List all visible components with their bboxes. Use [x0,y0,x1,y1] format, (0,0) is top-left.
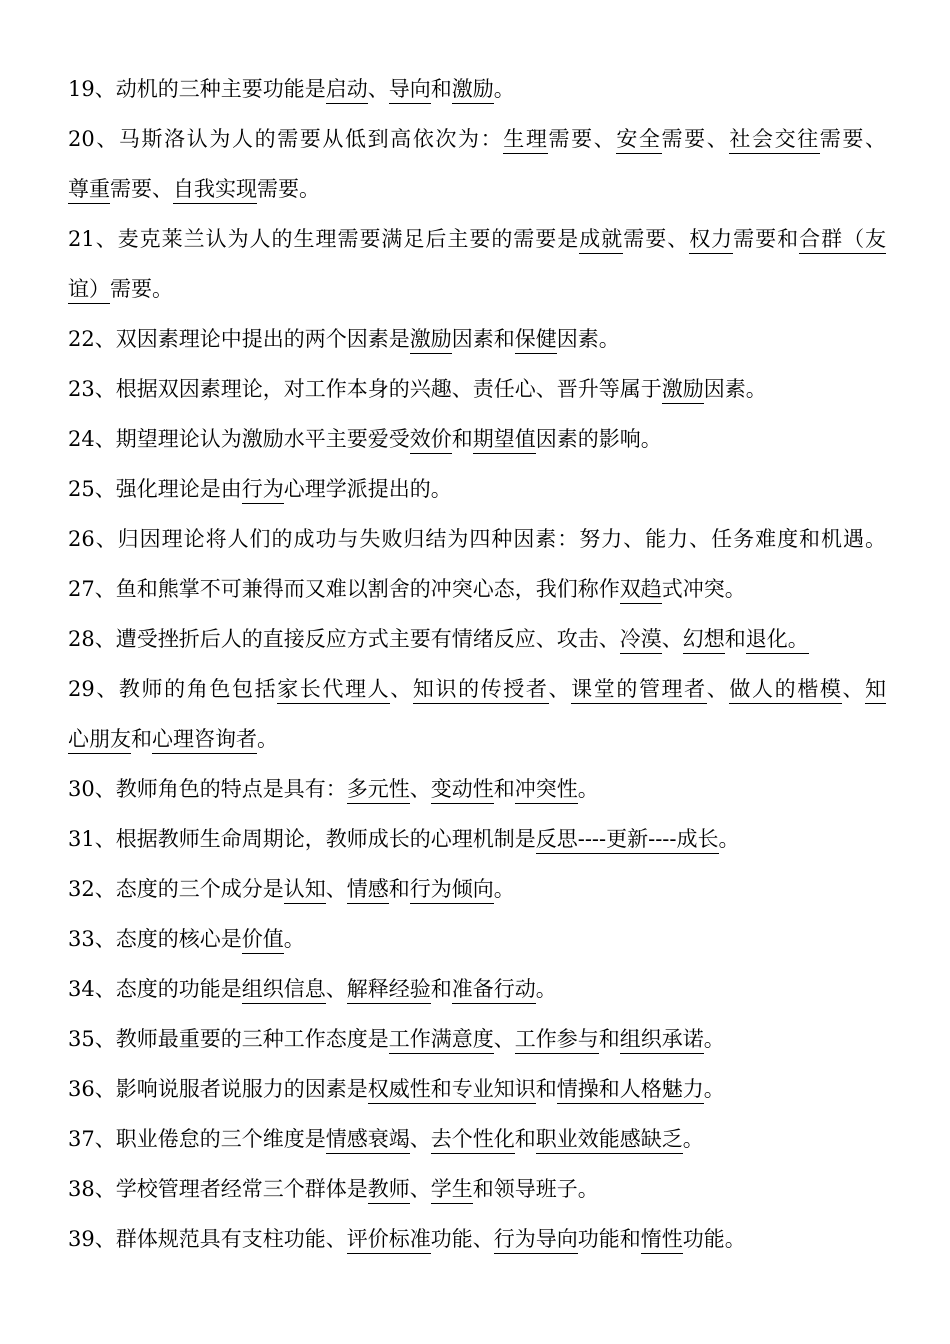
underlined-answer: 效价 [410,427,452,454]
text-segment: 和 [131,727,152,751]
text-segment: 需要、 [548,127,617,151]
text-segment: 38、学校管理者经常三个群体是 [68,1177,368,1201]
text-segment: 、 [325,977,347,1001]
underlined-answer: 课堂的管理者 [571,677,707,704]
underlined-answer: 启动 [326,77,368,104]
underlined-answer: 权力 [689,227,733,254]
underlined-answer: 自我实现 [173,177,257,204]
text-line [68,764,886,814]
underlined-answer: 激励 [452,77,494,104]
text-segment: 和 [388,877,410,901]
text-segment: 30、教师角色的特点是具有： [68,777,347,801]
text-line [68,1014,886,1064]
underlined-answer: 变动性 [431,777,494,804]
underlined-answer: 评价标准 [347,1227,431,1254]
underlined-answer: 生理 [503,127,548,154]
text-segment: 、 [390,677,413,701]
text-line [68,514,886,564]
text-segment: 因素和 [451,327,515,351]
text-segment: 33、态度的核心是 [68,927,242,951]
underlined-answer: 成就 [579,227,623,254]
text-line [68,64,886,114]
text-segment: 和 [430,77,452,101]
underlined-answer: 家长代理人 [277,677,390,704]
underlined-answer: 行为倾向 [410,877,494,904]
text-segment: 。 [718,827,740,851]
underlined-answer: 去个性化 [431,1127,515,1154]
underlined-answer: 心理咨询者 [152,727,257,754]
text-segment: 。 [703,1027,725,1051]
text-segment: 因素。 [703,377,767,401]
text-segment: 心理学派提出的。 [283,477,452,501]
underlined-answer: 导向 [389,77,431,104]
question-list [68,64,886,1264]
underlined-answer: 做人的楷模 [729,677,842,704]
text-segment: 、 [409,777,431,801]
text-segment: 32、态度的三个成分是 [68,877,284,901]
text-segment: 、 [842,677,866,701]
underlined-answer: 职业效能感缺乏 [536,1127,683,1154]
text-segment: 。 [703,1077,725,1101]
underlined-answer: 保健 [515,327,557,354]
text-segment: 需要、 [819,127,886,151]
text-segment: 功能和 [577,1227,641,1251]
text-segment: 34、态度的功能是 [68,977,242,1001]
text-segment: 20、马斯洛认为人的需要从低到高依次为： [68,127,504,151]
text-segment: 31、根据教师生命周期论，教师成长的心理机制是 [68,827,536,851]
underlined-answer: 多元性 [347,777,410,804]
underlined-answer: 激励 [410,327,452,354]
underlined-answer: 安全 [616,127,661,154]
text-segment: 。 [535,977,557,1001]
text-line [68,1064,886,1114]
underlined-answer: 行为导向 [494,1227,578,1254]
text-line [68,1114,886,1164]
underlined-answer: 解释经验 [347,977,431,1004]
text-segment: 、 [367,77,389,101]
text-segment: 39、群体规范具有支柱功能、 [68,1227,347,1251]
text-segment: 。 [682,1127,704,1151]
underlined-answer: 组织承诺 [620,1027,704,1054]
text-segment: 24、期望理论认为激励水平主要爱受 [68,427,410,451]
text-segment: 需要。 [257,177,320,201]
text-line [68,714,886,764]
underlined-answer: 谊） [68,277,110,304]
underlined-answer: 合群（友 [799,227,886,254]
underlined-answer: 双趋 [620,577,662,604]
text-line [68,164,886,214]
text-segment: 需要。 [110,277,173,301]
underlined-answer: 行为 [242,477,284,504]
text-segment: 、 [409,1127,431,1151]
text-segment: 和 [535,1077,557,1101]
text-line [68,214,886,264]
underlined-answer: 惰性 [641,1227,683,1254]
text-segment: 和 [514,1127,536,1151]
text-segment: 需要、 [623,227,690,251]
underlined-answer: 尊重 [68,177,110,204]
underlined-answer: 反思----更新----成长 [536,827,719,854]
text-line [68,464,886,514]
text-segment: 和 [724,627,746,651]
text-segment: 。 [257,727,278,751]
text-segment: 。 [493,877,515,901]
text-segment: 22、双因素理论中提出的两个因素是 [68,327,410,351]
underlined-answer: 权威性和专业知识 [368,1077,536,1104]
text-segment: 29、教师的角色包括 [68,677,278,701]
text-line [68,114,886,164]
underlined-answer: 期望值 [473,427,536,454]
underlined-answer: 心朋友 [68,727,131,754]
underlined-answer: 社会交往 [729,127,819,154]
text-line [68,264,886,314]
underlined-answer: 教师 [368,1177,410,1204]
underlined-answer: 情感 [347,877,389,904]
text-segment: 19、动机的三种主要功能是 [68,77,326,101]
text-segment: 需要和 [733,227,800,251]
text-segment: 26、归因理论将人们的成功与失败归结为四种因素：努力、能力、任务难度和机遇。 [68,527,886,551]
underlined-answer: 幻想 [683,627,725,654]
underlined-answer: 冲突性 [515,777,578,804]
text-segment: 式冲突。 [661,577,746,601]
text-segment: 和 [493,777,515,801]
text-line [68,614,886,664]
text-segment: 和 [598,1027,620,1051]
underlined-answer: 认知 [284,877,326,904]
text-segment: 、 [661,627,683,651]
text-line [68,1214,886,1264]
underlined-answer: 激励 [662,377,704,404]
underlined-answer: 价值 [242,927,284,954]
underlined-answer: 冷漠 [620,627,662,654]
underlined-answer: 工作满意度 [389,1027,494,1054]
text-line [68,1164,886,1214]
text-line [68,814,886,864]
text-segment: 、 [548,677,572,701]
text-segment: 27、鱼和熊掌不可兼得而又难以割舍的冲突心态，我们称作 [68,577,620,601]
text-segment: 功能。 [682,1227,746,1251]
underlined-answer: 知识的传授者 [413,677,549,704]
text-line [68,914,886,964]
text-segment: 37、职业倦怠的三个维度是 [68,1127,326,1151]
text-line [68,414,886,464]
text-segment: 和 [430,977,452,1001]
text-segment: 和 [451,427,473,451]
underlined-answer: 工作参与 [515,1027,599,1054]
text-segment: 。 [493,77,515,101]
text-segment: 、 [409,1177,431,1201]
text-segment: 35、教师最重要的三种工作态度是 [68,1027,389,1051]
text-segment: 功能、 [430,1227,494,1251]
text-line [68,964,886,1014]
text-segment: 21、麦克莱兰认为人的生理需要满足后主要的需要是 [68,227,580,251]
text-line [68,364,886,414]
underlined-answer: 退化。 [746,627,809,654]
text-segment: 需要、 [661,127,730,151]
text-line [68,864,886,914]
text-segment: 、 [706,677,730,701]
text-segment: 、 [493,1027,515,1051]
underlined-answer: 准备行动 [452,977,536,1004]
text-segment: 28、遭受挫折后人的直接反应方式主要有情绪反应、攻击、 [68,627,620,651]
text-segment: 。 [283,927,305,951]
text-line [68,314,886,364]
text-segment: 因素。 [556,327,620,351]
text-segment: 。 [577,777,599,801]
underlined-answer: 组织信息 [242,977,326,1004]
text-segment: 23、根据双因素理论，对工作本身的兴趣、责任心、晋升等属于 [68,377,662,401]
text-segment: 和领导班子。 [472,1177,599,1201]
text-segment: 36、影响说服者说服力的因素是 [68,1077,368,1101]
text-line [68,664,886,714]
text-segment: 因素的影响。 [535,427,662,451]
text-line [68,564,886,614]
underlined-answer: 情感衰竭 [326,1127,410,1154]
text-segment: 25、强化理论是由 [68,477,242,501]
underlined-answer: 情操和人格魅力 [557,1077,704,1104]
text-segment: 、 [325,877,347,901]
underlined-answer: 学生 [431,1177,473,1204]
text-segment: 需要、 [110,177,173,201]
underlined-answer: 知 [865,677,886,704]
